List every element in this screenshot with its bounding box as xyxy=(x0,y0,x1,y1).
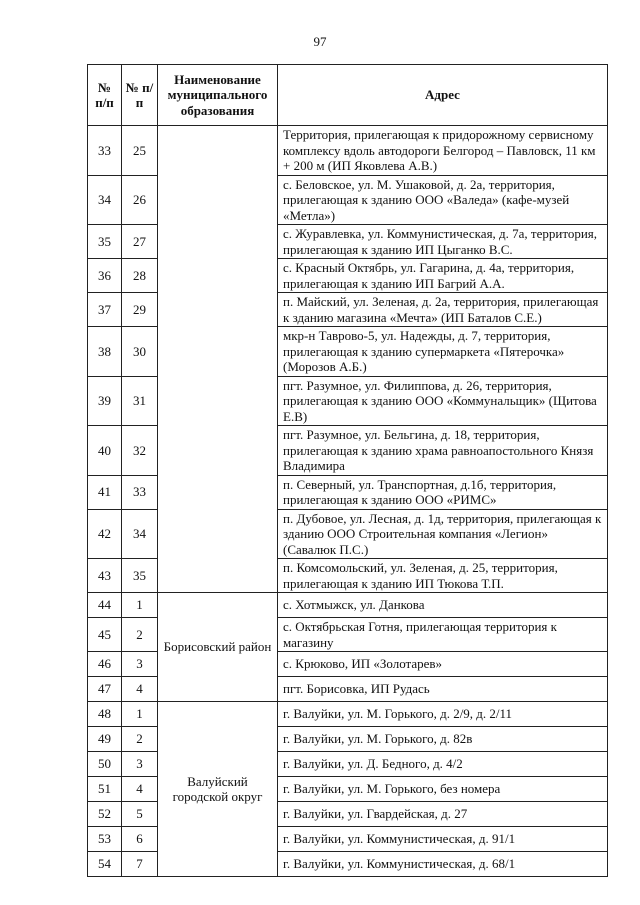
address-cell: г. Валуйки, ул. Гвардейская, д. 27 xyxy=(278,802,608,827)
row-local-number: 7 xyxy=(122,852,158,877)
row-local-number: 32 xyxy=(122,426,158,476)
row-local-number: 3 xyxy=(122,652,158,677)
table-body xyxy=(88,126,608,877)
row-local-number: 1 xyxy=(122,593,158,618)
table-row xyxy=(88,126,608,176)
row-local-number: 2 xyxy=(122,727,158,752)
address-cell: г. Валуйки, ул. Коммунистическая, д. 91/1 xyxy=(278,827,608,852)
row-number: 40 xyxy=(88,426,122,476)
address-cell: г. Валуйки, ул. М. Горького, д. 2/9, д. 2/11 xyxy=(278,702,608,727)
row-number: 38 xyxy=(88,327,122,377)
address-table xyxy=(87,64,608,877)
table-row xyxy=(88,593,608,618)
row-number: 49 xyxy=(88,727,122,752)
address-cell: п. Дубовое, ул. Лесная, д. 1д, территория, прилегающая к зданию ООО Строительная компания «Легион» (Савалюк П.С.) xyxy=(278,509,608,559)
address-cell: Территория, прилегающая к придорожному сервисному комплексу вдоль автодороги Белгород – Павловск, 11 км + 200 м (ИП Яковлева А.В.) xyxy=(278,126,608,176)
header-municipality: Наименование муниципального образования xyxy=(158,65,278,126)
address-cell: г. Валуйки, ул. Коммунистическая, д. 68/1 xyxy=(278,852,608,877)
address-cell: п. Майский, ул. Зеленая, д. 2а, территория, прилегающая к зданию магазина «Мечта» (ИП Баталов С.Е.) xyxy=(278,293,608,327)
row-local-number: 34 xyxy=(122,509,158,559)
address-cell: г. Валуйки, ул. М. Горького, без номера xyxy=(278,777,608,802)
address-cell: мкр-н Таврово-5, ул. Надежды, д. 7, территория, прилегающая к зданию супермаркета «Пятерочка» (Морозов А.Б.) xyxy=(278,327,608,377)
address-cell: п. Комсомольский, ул. Зеленая, д. 25, территория, прилегающая к зданию ИП Тюкова Т.П. xyxy=(278,559,608,593)
row-local-number: 27 xyxy=(122,225,158,259)
row-local-number: 30 xyxy=(122,327,158,377)
address-cell: с. Октябрьская Готня, прилегающая территория к магазину xyxy=(278,618,608,652)
row-number: 36 xyxy=(88,259,122,293)
row-local-number: 33 xyxy=(122,475,158,509)
address-cell: пгт. Борисовка, ИП Рудась xyxy=(278,677,608,702)
address-cell: с. Крюково, ИП «Золотарев» xyxy=(278,652,608,677)
row-local-number: 2 xyxy=(122,618,158,652)
address-cell: г. Валуйки, ул. М. Горького, д. 82в xyxy=(278,727,608,752)
municipality-cell xyxy=(158,126,278,593)
row-local-number: 4 xyxy=(122,677,158,702)
row-number: 37 xyxy=(88,293,122,327)
row-local-number: 26 xyxy=(122,175,158,225)
row-number: 33 xyxy=(88,126,122,176)
municipality-cell: Валуйский городской округ xyxy=(158,702,278,877)
row-local-number: 31 xyxy=(122,376,158,426)
row-number: 48 xyxy=(88,702,122,727)
address-cell: с. Журавлевка, ул. Коммунистическая, д. 7а, территория, прилегающая к зданию ИП Цыганко В.С. xyxy=(278,225,608,259)
row-number: 35 xyxy=(88,225,122,259)
row-local-number: 25 xyxy=(122,126,158,176)
row-number: 42 xyxy=(88,509,122,559)
row-number: 39 xyxy=(88,376,122,426)
header-num-local: № п/п xyxy=(122,65,158,126)
row-number: 52 xyxy=(88,802,122,827)
address-cell: пгт. Разумное, ул. Филиппова, д. 26, территория, прилегающая к зданию ООО «Коммунальщик» (Щитова Е.В) xyxy=(278,376,608,426)
row-local-number: 6 xyxy=(122,827,158,852)
row-number: 41 xyxy=(88,475,122,509)
row-local-number: 1 xyxy=(122,702,158,727)
row-number: 53 xyxy=(88,827,122,852)
row-number: 44 xyxy=(88,593,122,618)
table-header-row xyxy=(88,65,608,126)
row-local-number: 5 xyxy=(122,802,158,827)
header-num-total: № п/п xyxy=(88,65,122,126)
municipality-cell: Борисовский район xyxy=(158,593,278,702)
row-number: 47 xyxy=(88,677,122,702)
row-number: 45 xyxy=(88,618,122,652)
address-cell: пгт. Разумное, ул. Бельгина, д. 18, территория, прилегающая к зданию храма равноапостольного Князя Владимира xyxy=(278,426,608,476)
header-address: Адрес xyxy=(278,65,608,126)
row-number: 51 xyxy=(88,777,122,802)
row-number: 46 xyxy=(88,652,122,677)
row-number: 54 xyxy=(88,852,122,877)
page-number: 97 xyxy=(313,34,327,49)
address-cell: с. Хотмыжск, ул. Данкова xyxy=(278,593,608,618)
table-row xyxy=(88,702,608,727)
row-number: 34 xyxy=(88,175,122,225)
address-cell: п. Северный, ул. Транспортная, д.1б, территория, прилегающая к зданию ООО «РИМС» xyxy=(278,475,608,509)
row-local-number: 35 xyxy=(122,559,158,593)
row-number: 43 xyxy=(88,559,122,593)
address-cell: с. Беловское, ул. М. Ушаковой, д. 2а, территория, прилегающая к зданию ООО «Валеда» (кафе-музей «Метла») xyxy=(278,175,608,225)
address-cell: г. Валуйки, ул. Д. Бедного, д. 4/2 xyxy=(278,752,608,777)
row-local-number: 28 xyxy=(122,259,158,293)
row-local-number: 4 xyxy=(122,777,158,802)
row-local-number: 3 xyxy=(122,752,158,777)
row-number: 50 xyxy=(88,752,122,777)
address-cell: с. Красный Октябрь, ул. Гагарина, д. 4а, территория, прилегающая к зданию ИП Багрий А.А. xyxy=(278,259,608,293)
row-local-number: 29 xyxy=(122,293,158,327)
